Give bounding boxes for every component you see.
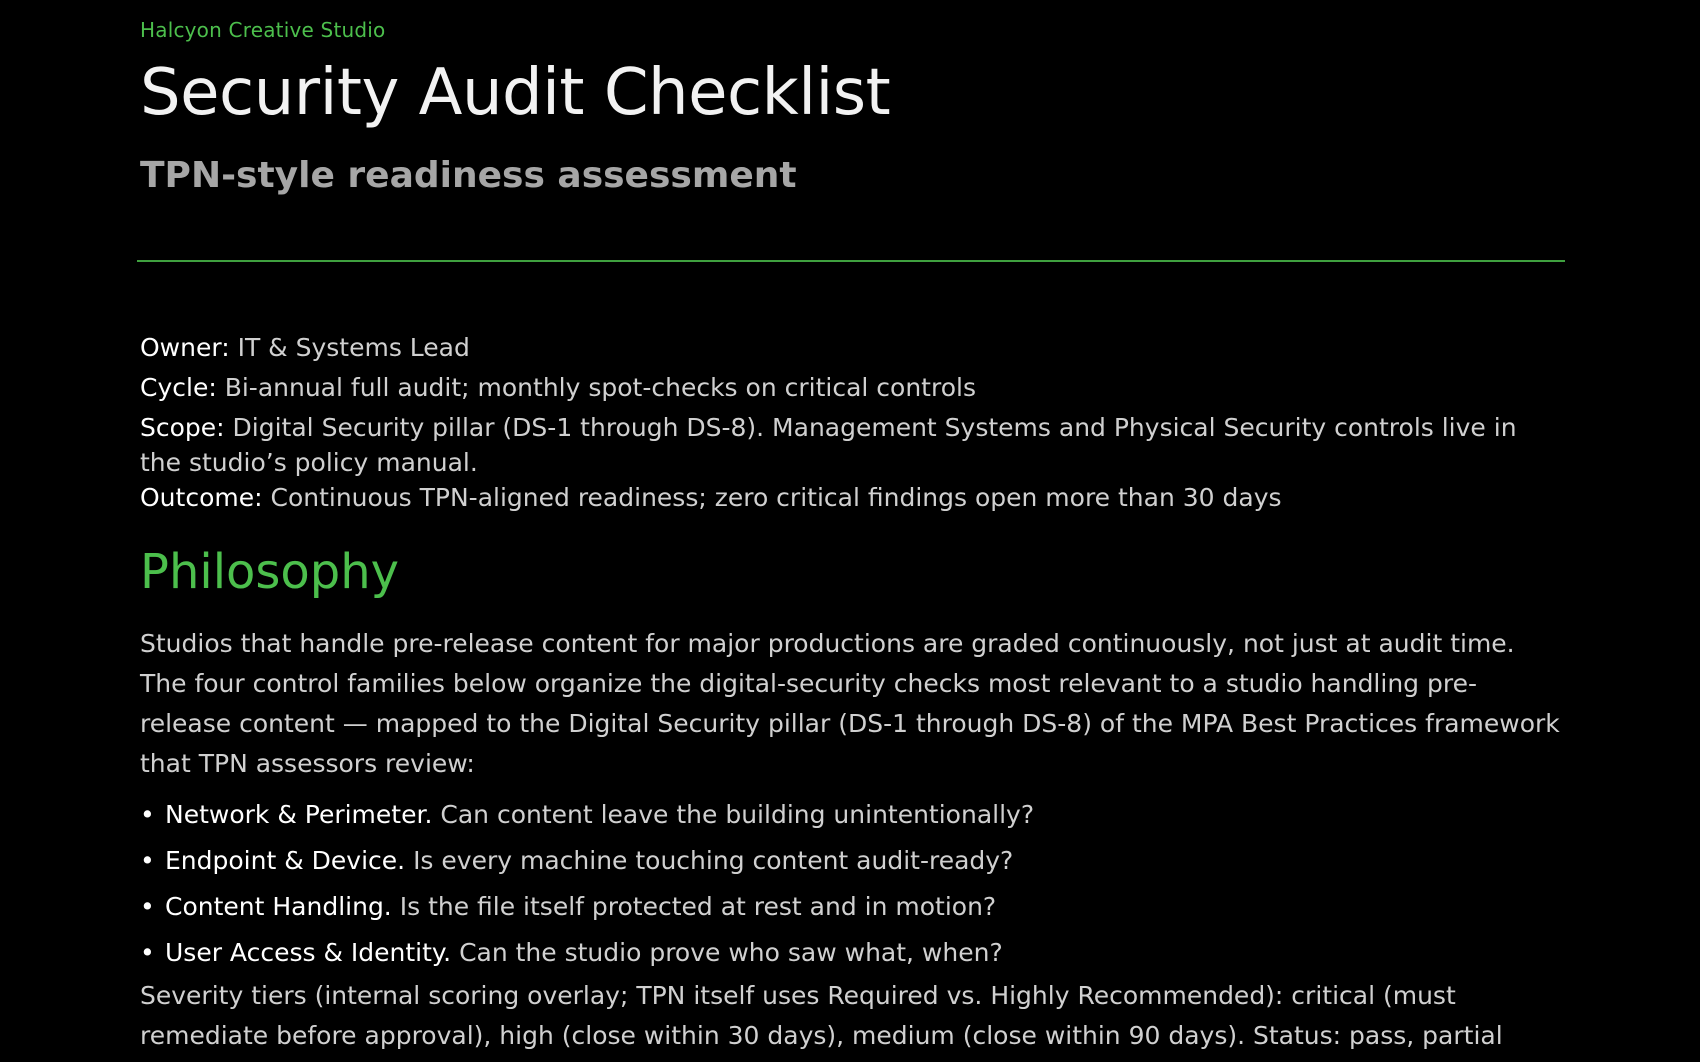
bullet-term: User Access & Identity.: [165, 938, 452, 967]
page-subtitle: TPN-style readiness assessment: [140, 155, 797, 196]
bullet-term: Content Handling.: [165, 892, 392, 921]
meta-block: [140, 330, 1564, 520]
meta-cycle-label: Cycle:: [140, 373, 217, 402]
meta-cycle: [140, 370, 1564, 405]
bullet-icon: •: [140, 800, 155, 829]
page-title: Security Audit Checklist: [140, 56, 891, 130]
bullet-term: Network & Perimeter.: [165, 800, 433, 829]
bullet-icon: •: [140, 846, 155, 875]
list-item: [140, 838, 1564, 884]
philosophy-paragraph: Studios that handle pre-release content for major productions are graded continuously, not just at audit time. The four control families below organize the digital-security checks most relevant to a studio handling pre-release content — mapped to the Digital Security pillar (DS-1 through DS-8) of the MPA Best Practices framework that TPN assessors review:: [140, 629, 1560, 778]
section-heading-philosophy: Philosophy: [140, 544, 400, 600]
bullet-text: Is every machine touching content audit-ready?: [413, 846, 1014, 875]
meta-outcome: [140, 480, 1564, 515]
meta-owner: [140, 330, 1564, 365]
bullet-icon: •: [140, 892, 155, 921]
meta-owner-value: IT & Systems Lead: [237, 333, 470, 362]
meta-scope: [140, 410, 1564, 480]
bullet-term: Endpoint & Device.: [165, 846, 406, 875]
meta-scope-value: Digital Security pillar (DS-1 through DS-8). Management Systems and Physical Security controls live in the studio’s policy manual.: [140, 413, 1517, 477]
list-item: [140, 792, 1564, 838]
list-item: [140, 884, 1564, 930]
bullet-text: Is the file itself protected at rest and in motion?: [399, 892, 997, 921]
control-families-list: [140, 792, 1564, 976]
bullet-text: Can the studio prove who saw what, when?: [459, 938, 1003, 967]
severity-paragraph: Severity tiers (internal scoring overlay; TPN itself uses Required vs. Highly Recommended): critical (must remediate before approval), high (close within 30 days), medium (close within 90 days). Status: pass, partial: [140, 981, 1503, 1050]
header-divider: [137, 260, 1565, 262]
meta-cycle-value: Bi-annual full audit; monthly spot-checks on critical controls: [224, 373, 976, 402]
meta-owner-label: Owner:: [140, 333, 230, 362]
bullet-icon: •: [140, 938, 155, 967]
bullet-text: Can content leave the building unintentionally?: [440, 800, 1035, 829]
meta-outcome-label: Outcome:: [140, 483, 263, 512]
studio-name: Halcyon Creative Studio: [140, 18, 386, 42]
meta-outcome-value: Continuous TPN-aligned readiness; zero critical findings open more than 30 days: [270, 483, 1282, 512]
list-item: [140, 930, 1564, 976]
meta-scope-label: Scope:: [140, 413, 225, 442]
